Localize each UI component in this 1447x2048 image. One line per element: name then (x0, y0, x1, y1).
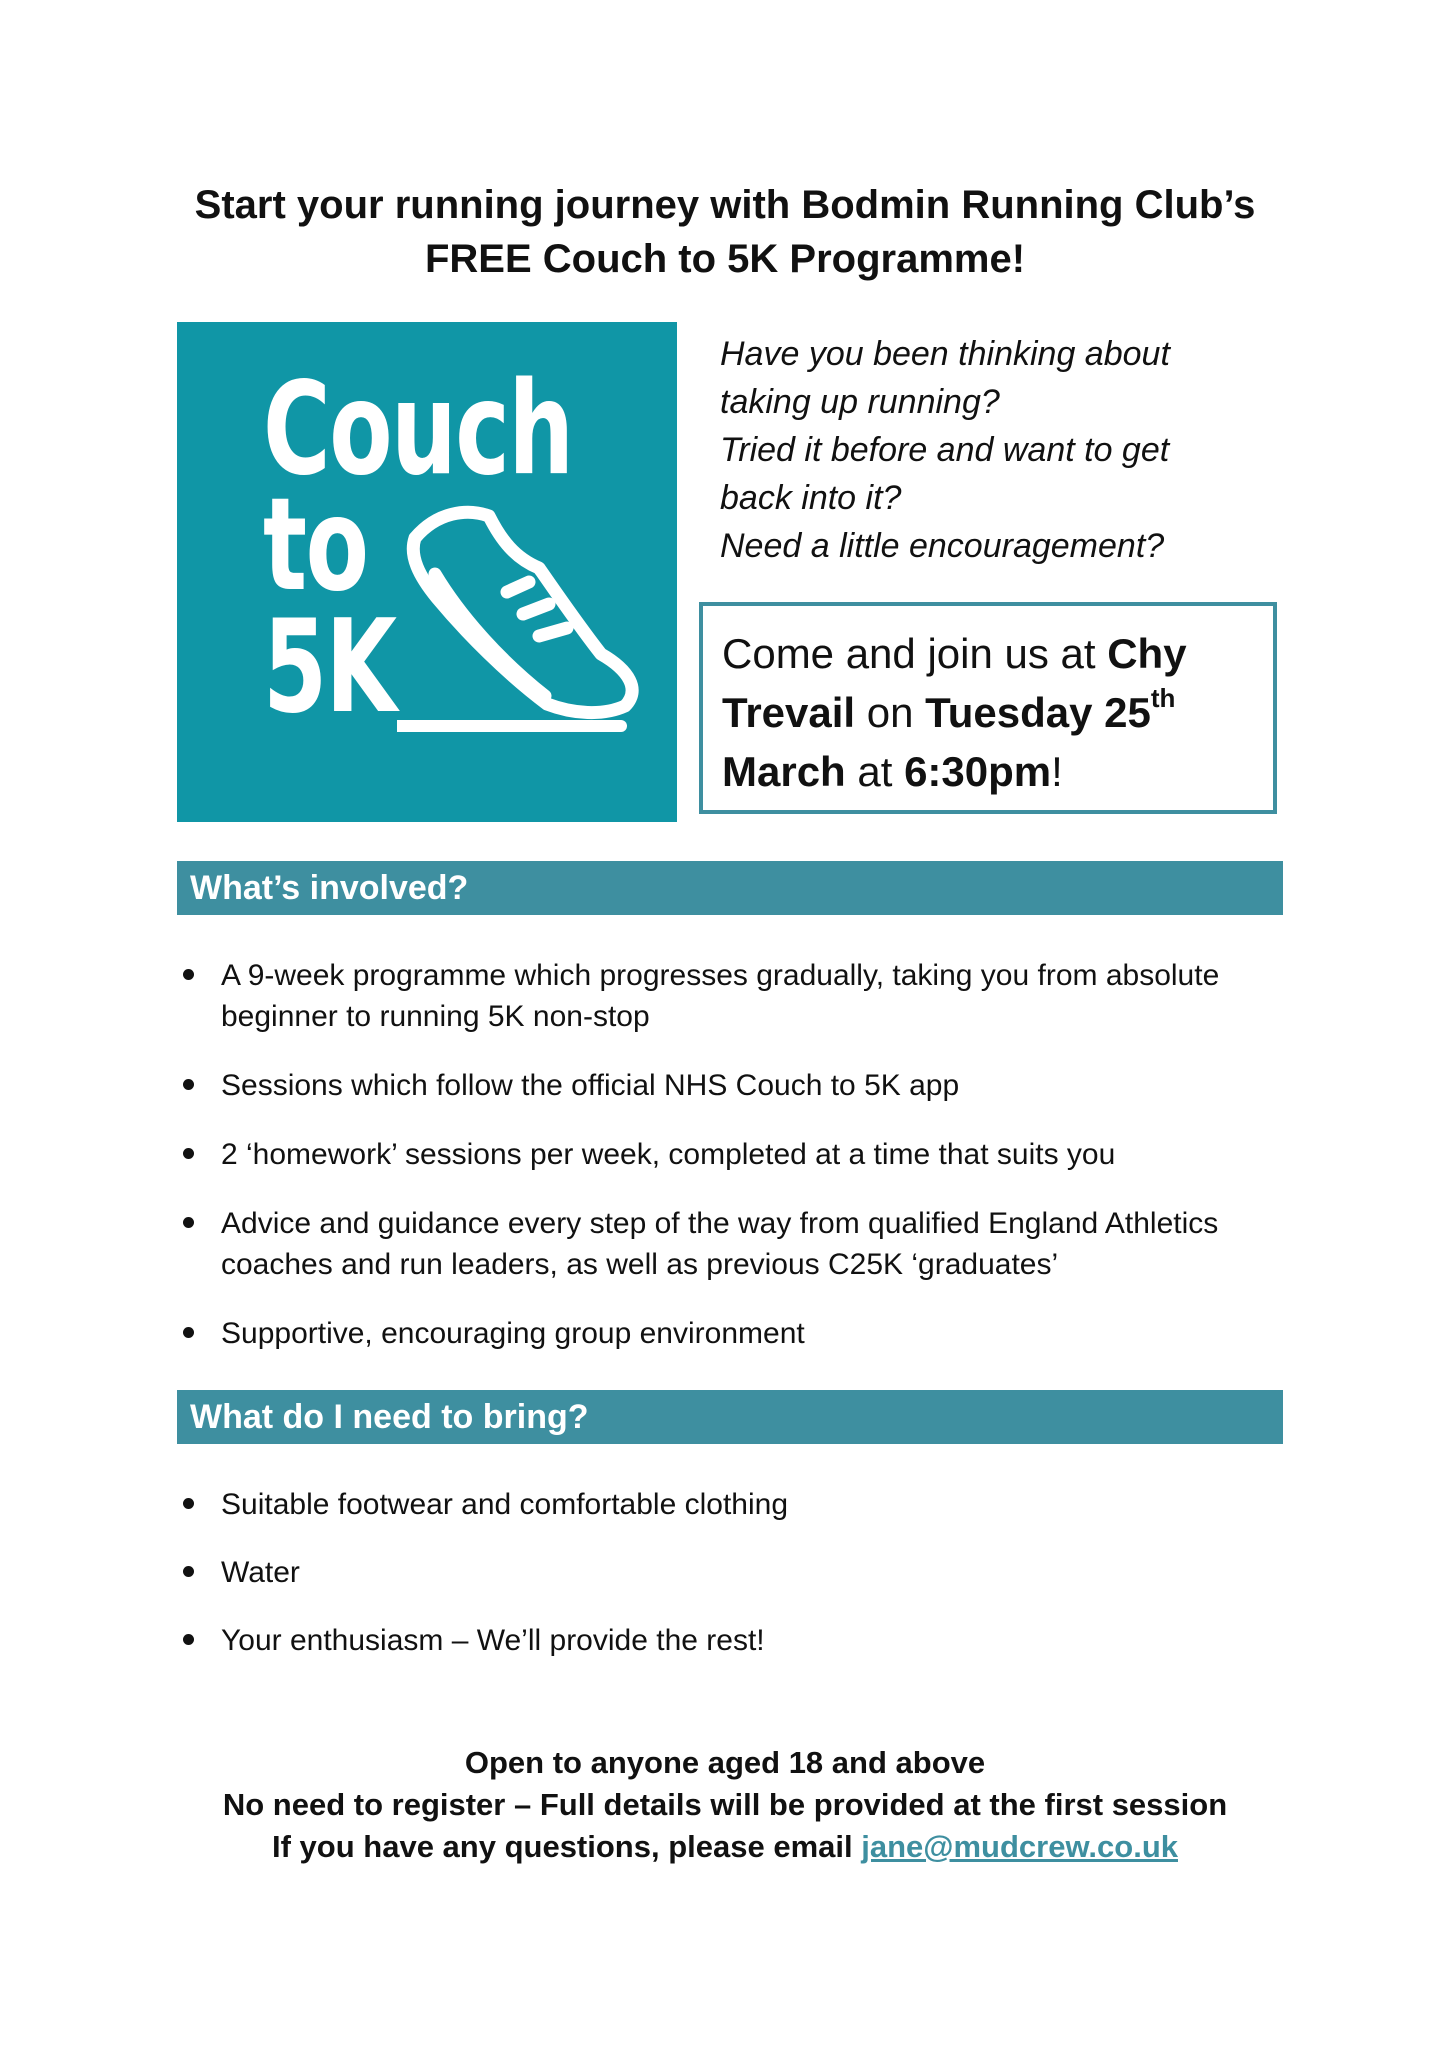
bullet-icon (183, 1566, 194, 1577)
bullet-icon (183, 969, 194, 980)
footer-line-age: Open to anyone aged 18 and above (464, 1745, 986, 1780)
list-item (177, 1484, 1297, 1525)
invite-prefix: Come and join us at (722, 630, 1108, 677)
headline-line-1: Start your running journey with Bodmin Running Club’s (194, 183, 1256, 227)
list-item-text: Water (221, 1556, 300, 1589)
question-line: Have you been thinking about (720, 335, 1170, 373)
list-item (177, 1552, 1297, 1593)
running-shoe-icon (397, 494, 647, 744)
question-line: taking up running? (720, 383, 1000, 421)
bullet-icon (183, 1634, 194, 1645)
headline-line-2: FREE Couch to 5K Programme! (424, 237, 1026, 281)
section-heading-bring: What do I need to bring? (177, 1390, 1283, 1444)
logo-word-5k: 5K (263, 593, 396, 742)
invite-time: 6:30pm (904, 748, 1052, 795)
bullet-icon (183, 1079, 194, 1090)
event-invite-box (699, 602, 1277, 814)
invite-month: March (722, 748, 846, 795)
list-item-text: Suitable footwear and comfortable clothing (221, 1488, 789, 1521)
invite-venue: Chy Trevail (722, 630, 1187, 736)
invite-at: at (845, 748, 905, 795)
list-item-text: Supportive, encouraging group environment (221, 1317, 805, 1350)
couch-to-5k-logo (177, 322, 677, 822)
invite-ordinal: th (1150, 683, 1176, 713)
logo-word-to: to (263, 471, 368, 620)
list-item (177, 1134, 1297, 1175)
list-item (177, 955, 1297, 1037)
footer-contact-prefix: If you have any questions, please email (272, 1829, 862, 1864)
intro-questions (720, 330, 1280, 570)
footer-line-contact (150, 1826, 1300, 1868)
email-link[interactable]: jane@mudcrew.co.uk (861, 1829, 1178, 1864)
bullet-icon (183, 1217, 194, 1228)
invite-on: on (855, 689, 926, 736)
list-item-text: Sessions which follow the official NHS Couch to 5K app (221, 1069, 960, 1102)
list-item (177, 1203, 1297, 1285)
list-item (177, 1065, 1297, 1106)
bullet-icon (183, 1148, 194, 1159)
bring-list (177, 1484, 1297, 1688)
invite-day: Tuesday 25 (925, 689, 1151, 736)
list-item-text: Your enthusiasm – We’ll provide the rest! (221, 1624, 765, 1657)
involved-list (177, 955, 1297, 1382)
bullet-icon (183, 1498, 194, 1509)
invite-suffix: ! (1051, 748, 1063, 795)
list-item-text: 2 ‘homework’ sessions per week, completed at a time that suits you (221, 1138, 1116, 1171)
list-item (177, 1313, 1297, 1354)
footer-line-register: No need to register – Full details will be provided at the first session (222, 1787, 1228, 1822)
logo-word-couch: Couch (263, 355, 573, 504)
list-item-text: Advice and guidance every step of the way from qualified England Athletics coaches and run leaders, as well as previous C25K ‘graduates’ (221, 1207, 1219, 1281)
list-item (177, 1620, 1297, 1661)
page-headline (150, 178, 1300, 286)
section-heading-involved: What’s involved? (177, 861, 1283, 915)
bullet-icon (183, 1327, 194, 1338)
question-line: Tried it before and want to get (720, 431, 1170, 469)
footer-info (150, 1742, 1300, 1868)
question-line: back into it? (720, 479, 902, 517)
question-line: Need a little encouragement? (720, 527, 1165, 565)
list-item-text: A 9-week programme which progresses gradually, taking you from absolute beginner to running 5K non-stop (221, 959, 1220, 1033)
